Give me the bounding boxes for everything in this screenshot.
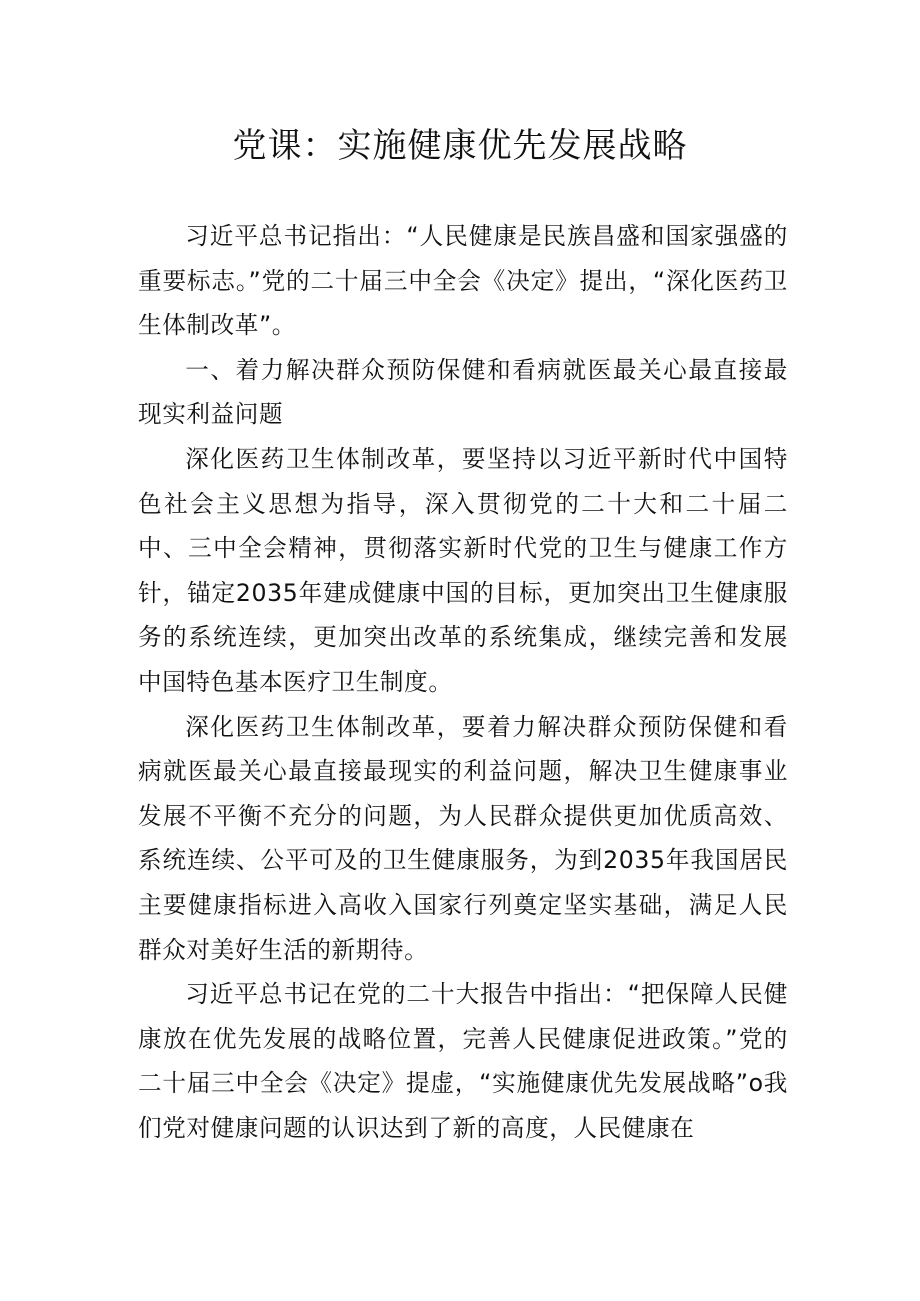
paragraph-reform-goals: 深化医药卫生体制改革，要着力解决群众预防保健和看病就医最关心最直接最现实的利益问题，解决卫生健康事业发展不平衡不充分的问题，为人民群众提供更加优质高效、系统连续、公平可及的卫生健康服务，为到2035年我国居民主要健康指标进入高收入国家行列奠定坚实基础，满足人民群众对美好生活的新期待。 (138, 712, 788, 964)
paragraph-reform-guidance: 深化医药卫生体制改革，要坚持以习近平新时代中国特色社会主义思想为指导，深入贯彻党的二十大和二十届二中、三中全会精神，贯彻落实新时代党的卫生与健康工作方针，锚定2035年建成健康中国的目标，更加突出卫生健康服务的系统连续，更加突出改革的系统集成，继续完善和发展中国特色基本医疗卫生制度。 (138, 444, 788, 696)
paragraph-intro: 习近平总书记指出：“人民健康是民族昌盛和国家强盛的重要标志。”党的二十届三中全会《决定》提出，“深化医药卫生体制改革”。 (138, 222, 788, 340)
document-title: 党课：实施健康优先发展战略 (232, 126, 688, 166)
section-heading-1: 一、着力解决群众预防保健和看病就医最关心最直接最现实利益问题 (138, 355, 788, 429)
document-body (138, 214, 788, 1150)
paragraph-health-priority: 习近平总书记在党的二十大报告中指出：“把保障人民健康放在优先发展的战略位置，完善人民健康促进政策。”党的二十届三中全会《决定》提虚，“实施健康优先发展战略”o我们党对健康问题的认识达到了新的高度，人民健康在 (138, 980, 788, 1142)
